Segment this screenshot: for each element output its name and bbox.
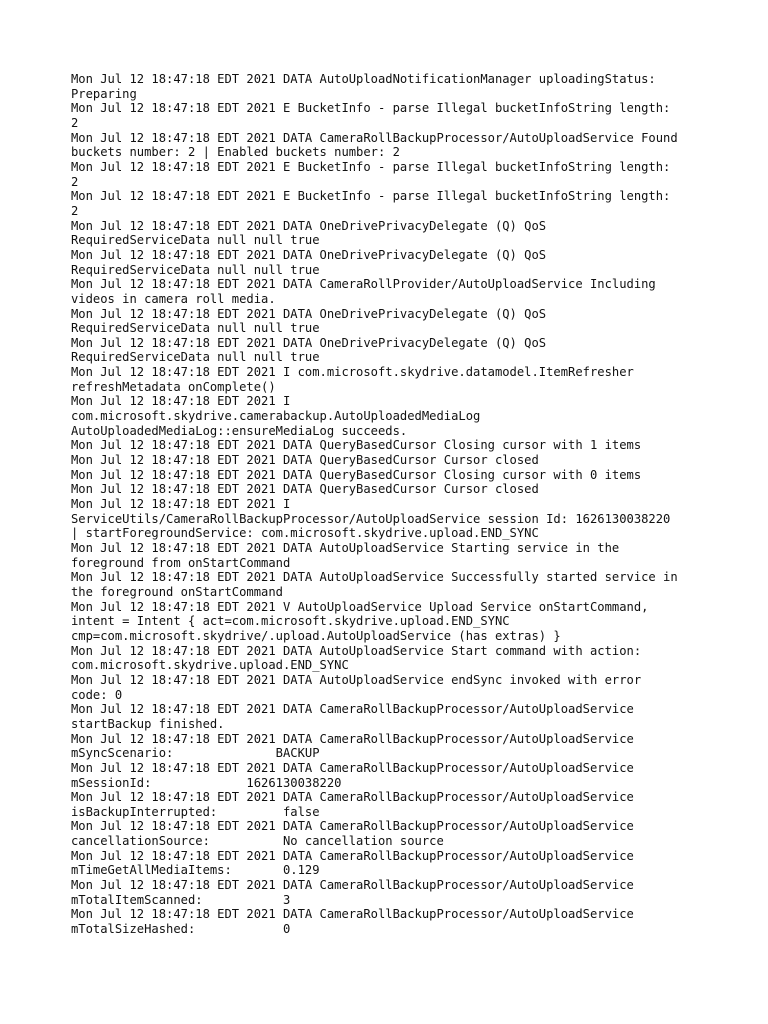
log-line: code: 0: [71, 687, 123, 702]
log-line: ServiceUtils/CameraRollBackupProcessor/AutoUploadService session Id: 1626130038220: [71, 511, 671, 526]
log-line: mSyncScenario: BACKUP: [71, 746, 320, 761]
log-line: mTimeGetAllMediaItems: 0.129: [71, 863, 320, 878]
log-line: Mon Jul 12 18:47:18 EDT 2021 I: [71, 497, 291, 512]
log-line: Mon Jul 12 18:47:18 EDT 2021 DATA CameraRollBackupProcessor/AutoUploadService Found: [71, 130, 678, 145]
log-line: Mon Jul 12 18:47:18 EDT 2021 DATA CameraRollBackupProcessor/AutoUploadService: [71, 760, 634, 775]
log-line: | startForegroundService: com.microsoft.skydrive.upload.END_SYNC: [71, 526, 539, 541]
log-line: isBackupInterrupted: false: [71, 804, 320, 819]
log-line: startBackup finished.: [71, 716, 225, 731]
log-line: Mon Jul 12 18:47:18 EDT 2021 E BucketInfo - parse Illegal bucketInfoString length:: [71, 189, 671, 204]
log-line: 2: [71, 115, 79, 130]
log-line: Mon Jul 12 18:47:18 EDT 2021 DATA AutoUploadNotificationManager uploadingStatus:: [71, 72, 656, 86]
log-line: Mon Jul 12 18:47:18 EDT 2021 DATA QueryBasedCursor Closing cursor with 0 items: [71, 467, 642, 482]
log-line: refreshMetadata onComplete(): [71, 379, 276, 394]
log-line: Mon Jul 12 18:47:18 EDT 2021 DATA QueryBasedCursor Closing cursor with 1 items: [71, 438, 642, 453]
log-line: Mon Jul 12 18:47:18 EDT 2021 V AutoUploadService Upload Service onStartCommand,: [71, 599, 649, 614]
log-line: Mon Jul 12 18:47:18 EDT 2021 DATA AutoUploadService Starting service in the: [71, 541, 620, 555]
log-line: videos in camera roll media.: [71, 291, 276, 306]
log-line: Mon Jul 12 18:47:18 EDT 2021 DATA QueryBasedCursor Cursor closed: [71, 482, 539, 497]
log-line: Mon Jul 12 18:47:18 EDT 2021 DATA CameraRollProvider/AutoUploadService Including: [71, 277, 656, 292]
log-line: Mon Jul 12 18:47:18 EDT 2021 DATA CameraRollBackupProcessor/AutoUploadService: [71, 907, 634, 922]
log-line: Mon Jul 12 18:47:18 EDT 2021 DATA CameraRollBackupProcessor/AutoUploadService: [71, 819, 634, 834]
log-line: RequiredServiceData null null true: [71, 350, 320, 365]
log-line: Mon Jul 12 18:47:18 EDT 2021 DATA AutoUploadService Start command with action:: [71, 643, 642, 658]
log-line: Mon Jul 12 18:47:18 EDT 2021 DATA CameraRollBackupProcessor/AutoUploadService: [71, 790, 634, 805]
log-line: Mon Jul 12 18:47:18 EDT 2021 DATA CameraRollBackupProcessor/AutoUploadService: [71, 878, 634, 893]
log-line: RequiredServiceData null null true: [71, 262, 320, 277]
log-line: Mon Jul 12 18:47:18 EDT 2021 E BucketInfo - parse Illegal bucketInfoString length:: [71, 101, 671, 116]
log-line: buckets number: 2 | Enabled buckets number: 2: [71, 145, 400, 160]
log-line: Mon Jul 12 18:47:18 EDT 2021 DATA QueryBasedCursor Cursor closed: [71, 453, 539, 468]
log-line: 2: [71, 203, 79, 218]
log-document: [71, 72, 721, 937]
log-line: RequiredServiceData null null true: [71, 321, 320, 336]
log-body: [71, 72, 721, 937]
log-line: com.microsoft.skydrive.upload.END_SYNC: [71, 658, 349, 673]
log-line: Mon Jul 12 18:47:18 EDT 2021 DATA AutoUploadService endSync invoked with error: [71, 672, 642, 687]
log-line: com.microsoft.skydrive.camerabackup.AutoUploadedMediaLog: [71, 409, 481, 424]
log-line: Mon Jul 12 18:47:18 EDT 2021 DATA OneDrivePrivacyDelegate (Q) QoS: [71, 218, 547, 233]
log-line: RequiredServiceData null null true: [71, 233, 320, 248]
log-line: mTotalItemScanned: 3: [71, 892, 291, 907]
log-line: Mon Jul 12 18:47:18 EDT 2021 I com.microsoft.skydrive.datamodel.ItemRefresher: [71, 365, 634, 380]
log-line: Mon Jul 12 18:47:18 EDT 2021 DATA OneDrivePrivacyDelegate (Q) QoS: [71, 335, 547, 350]
log-line: Mon Jul 12 18:47:18 EDT 2021 DATA CameraRollBackupProcessor/AutoUploadService: [71, 731, 634, 746]
log-line: Mon Jul 12 18:47:18 EDT 2021 DATA CameraRollBackupProcessor/AutoUploadService: [71, 848, 634, 863]
log-line: AutoUploadedMediaLog::ensureMediaLog succeeds.: [71, 423, 408, 438]
log-line: Mon Jul 12 18:47:18 EDT 2021 E BucketInfo - parse Illegal bucketInfoString length:: [71, 159, 671, 174]
log-line: Mon Jul 12 18:47:18 EDT 2021 DATA AutoUploadService Successfully started service in: [71, 570, 678, 585]
log-line: foreground from onStartCommand: [71, 555, 291, 570]
log-line: 2: [71, 174, 79, 189]
log-line: Mon Jul 12 18:47:18 EDT 2021 I: [71, 394, 291, 409]
log-line: Mon Jul 12 18:47:18 EDT 2021 DATA CameraRollBackupProcessor/AutoUploadService: [71, 702, 634, 717]
log-line: Mon Jul 12 18:47:18 EDT 2021 DATA OneDrivePrivacyDelegate (Q) QoS: [71, 306, 547, 321]
log-line: cancellationSource: No cancellation source: [71, 834, 444, 849]
log-line: mTotalSizeHashed: 0: [71, 922, 291, 937]
log-line: Preparing: [71, 86, 137, 101]
log-line: mSessionId: 1626130038220: [71, 775, 342, 790]
log-line: the foreground onStartCommand: [71, 584, 283, 599]
log-line: intent = Intent { act=com.microsoft.skydrive.upload.END_SYNC: [71, 614, 510, 629]
log-line: cmp=com.microsoft.skydrive/.upload.AutoUploadService (has extras) }: [71, 628, 561, 643]
log-line: Mon Jul 12 18:47:18 EDT 2021 DATA OneDrivePrivacyDelegate (Q) QoS: [71, 247, 547, 262]
